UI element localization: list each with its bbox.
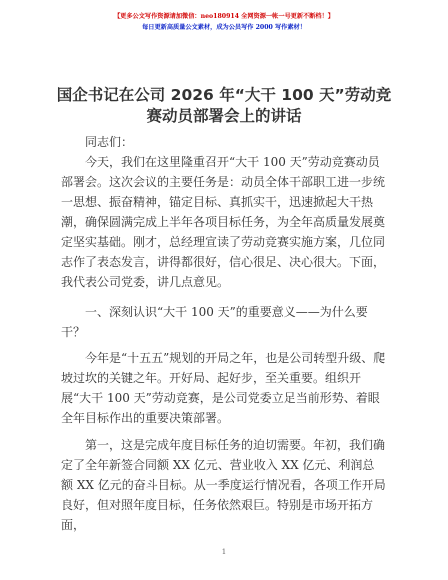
document-title-line-1: 国企书记在公司 2026 年“大干 100 天”劳动竞 — [56, 86, 392, 104]
section-heading-1: 一、深刻认识“大干 100 天”的重要意义——为什么要干？ — [61, 305, 368, 339]
promo-banner-line-1: 【更多公文写作资源请加微信：neo180914 全网资源一帐一号更新不断档！】 — [114, 13, 334, 20]
promo-banner-line-2: 每日更新高质量公文素材，成为公员写作 2000 写作素材！ — [142, 24, 306, 31]
paragraph-opening: 今天，我们在这里隆重召开“大干 100 天”劳动竞赛动员部署会。这次会议的主要任务是：动员全体干部职工进一步统一思想、振奋精神，锚定目标、真抓实干，迅速掀起大干热潮，确保圆满完成上半年各项目标任务，为全年高质量发展奠定坚实基础。刚才，总经理宣读了劳动竞赛实施方案，几位同志作了表态发言，讲得都很好，信心很足、决心很大。下面，我代表公司党委，讲几点意见。 — [61, 155, 386, 289]
paragraph-point-1: 第一，这是完成年度目标任务的迫切需要。年初，我们确定了全年新签合同额 XX 亿元、营业收入 XX 亿元、利润总额 XX 亿元的奋斗目标。从一季度运行情况看，各项工作开局良好，但对照年度目标，任务依然艰巨。特别是市场开拓方面， — [61, 438, 386, 532]
salutation: 同志们： — [85, 135, 134, 149]
page-number: 1 — [221, 548, 227, 556]
paragraph-context: 今年是“十五五”规划的开局之年，也是公司转型升级、爬坡过坎的关键之年。开好局、起好步，至关重要。组织开展“大干 100 天”劳动竞赛，是公司党委立足当前形势、着眼全年目标作出的重要决策部署。 — [61, 351, 386, 425]
document-title-line-2: 赛动员部署会上的讲话 — [146, 107, 302, 125]
